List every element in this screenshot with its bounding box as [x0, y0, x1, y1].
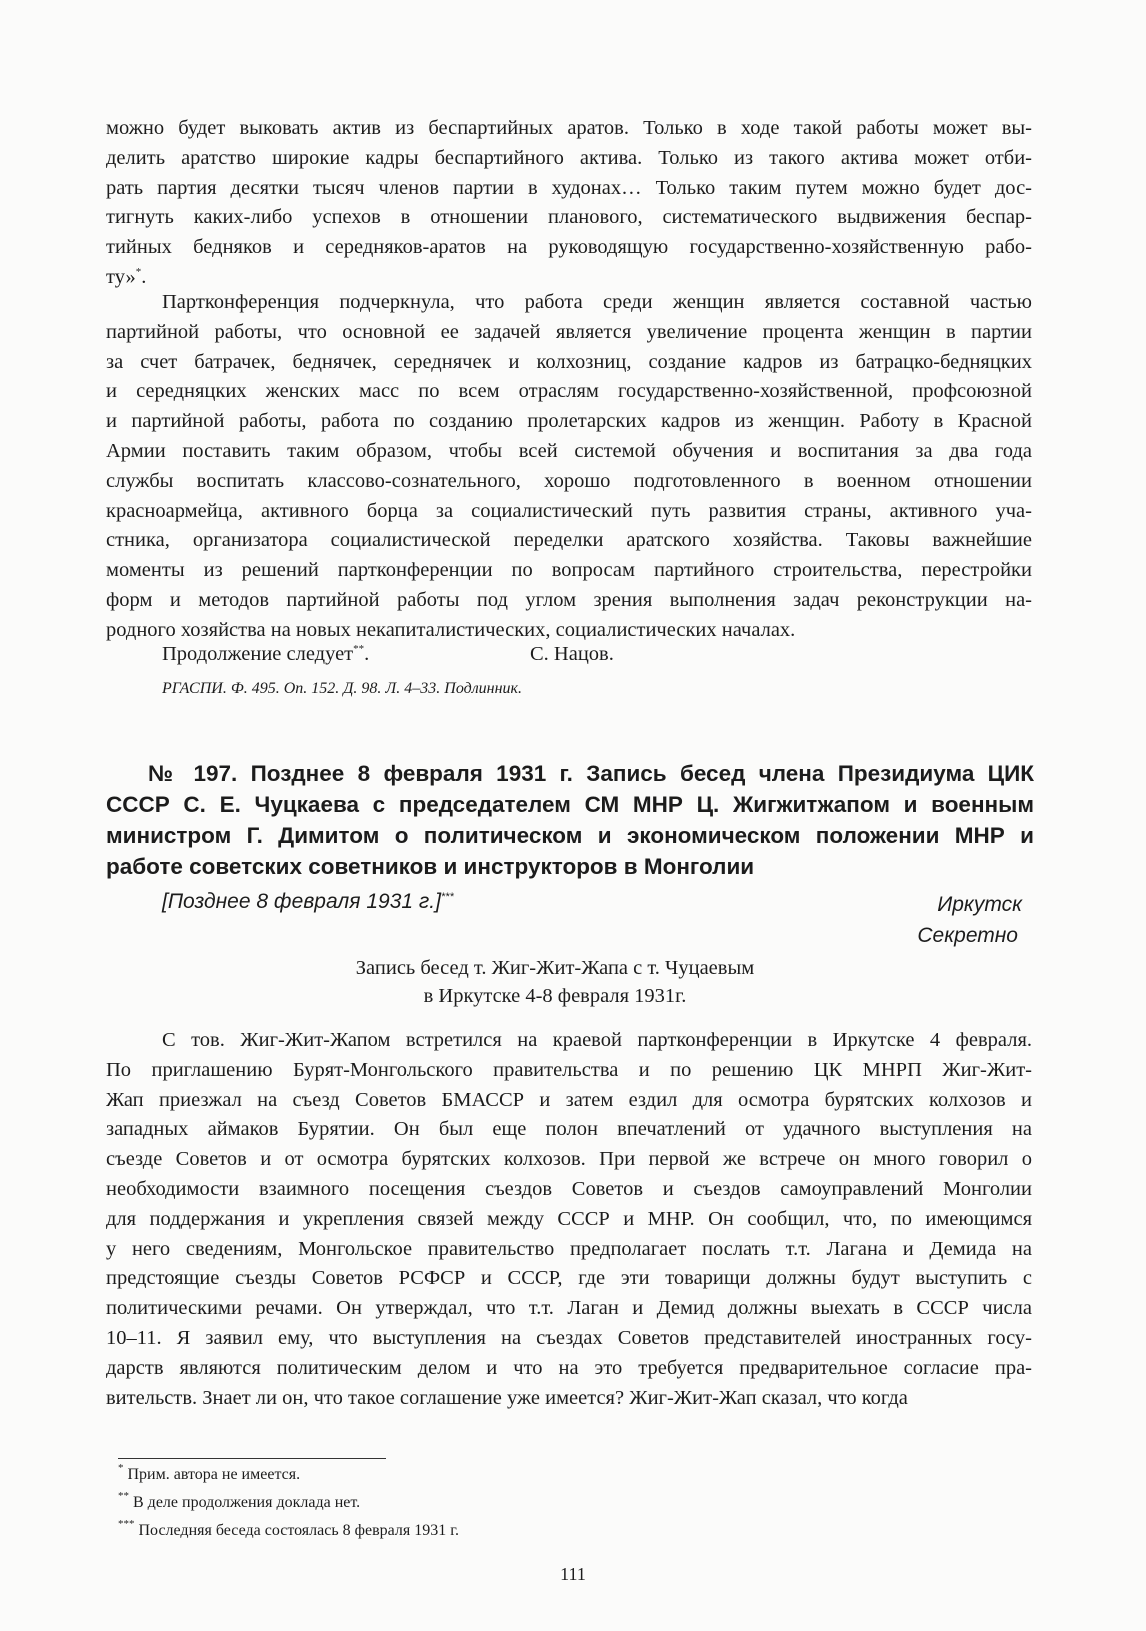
footnote-mark: * — [135, 265, 142, 278]
text-line: родного хозяйства на новых некапиталистических, социалистических началах. — [106, 618, 796, 641]
continuation-note: Продолжение следует — [162, 643, 354, 665]
text-line: форм и методов партийной работы под углом зрения выполнения задач реконструкции на- — [106, 588, 1032, 611]
text-line: № 197. Позднее 8 февраля 1931 г. Запись бесед члена Президиума ЦИК — [148, 761, 1034, 786]
footnote: *** Последняя беседа состоялась 8 февраля 1931 г. — [118, 1518, 459, 1539]
text-line: По приглашению Бурят-Монгольского правительства и по решению ЦК МНРП Жиг-Жит- — [106, 1058, 1032, 1081]
record-title: Запись бесед т. Жиг-Жит-Жапа с т. Чуцаевым в Иркутске 4-8 февраля 1931г. — [355, 957, 755, 1007]
text-line: рать партия десятки тысяч членов партии в худонах… Только таким путем можно будет дос- — [106, 176, 1032, 199]
text-line: дарств являются политическим делом и что на это требуется предварительное согласие пра- — [106, 1356, 1032, 1379]
text-line: работе советских советников и инструкторов в Монголии — [106, 854, 755, 879]
text-line: Партконференция подчеркнула, что работа среди женщин является составной частью — [162, 291, 1032, 313]
document-heading — [106, 758, 1034, 882]
text-line: ту»*. — [106, 265, 147, 288]
archive-source: РГАСПИ. Ф. 495. Оп. 152. Д. 98. Л. 4–33. Подлинник. — [162, 680, 523, 697]
text-line: тигнуть каких-либо успехов в отношении планового, систематического выдвижения беспар- — [106, 206, 1032, 229]
text-line: для поддержания и укрепления связей между СССР и МНР. Он сообщил, что, по имеющимся — [106, 1207, 1032, 1230]
document-date: [Позднее 8 февраля 1931 г.]*** — [162, 890, 454, 913]
text-line: Армии поставить таким образом, чтобы всей системой обучения и воспитания за два года — [106, 439, 1032, 462]
text-line: съезде Советов и от осмотра бурятских колхозов. При первой же встрече он много говорил о — [106, 1148, 1032, 1171]
text-line: 10–11. Я заявил ему, что выступления на съездах Советов представителей иностранных госу- — [106, 1326, 1032, 1349]
text-line: СССР С. Е. Чуцкаева с председателем СМ МНР Ц. Жигжитжапом и военным — [106, 792, 1034, 817]
text-line: С тов. Жиг-Жит-Жапом встретился на краевой партконференции в Иркутске 4 февраля. — [162, 1029, 1032, 1051]
text-line: за счет батрачек, беднячек, середнячек и колхозниц, создание кадров из батрацко-бедняцких — [106, 350, 1032, 373]
paragraph-record — [106, 1026, 1032, 1413]
text-line: тийных бедняков и середняков-аратов на руководящую государственно-хозяйственную рабо- — [106, 236, 1032, 259]
text-line: делить аратство широкие кадры беспартийного актива. Только из такого актива может отби- — [106, 146, 1032, 169]
footnote-divider — [118, 1458, 386, 1459]
page-number: 111 — [560, 1564, 586, 1584]
text-line: западных аймаков Бурятии. Он был еще полон впечатлений от удачного выступления на — [106, 1118, 1032, 1141]
text-line: Жап приезжал на съезд Советов БМАССР и затем ездил для осмотра бурятских колхозов и — [106, 1088, 1032, 1111]
text-line: необходимости взаимного посещения съездов Советов и съездов самоуправлений Монголии — [106, 1177, 1032, 1200]
paragraph-partconference — [106, 288, 1032, 646]
signature: С. Нацов. — [530, 643, 614, 665]
text-line: службы воспитать классово-сознательного, хорошо подготовленного в военном отношении — [106, 469, 1032, 492]
text-line: политическими речами. Он утверждал, что т.т. Лаган и Демид должны выехать в СССР числа — [106, 1297, 1032, 1320]
footnote: * Прим. автора не имеется. — [118, 1462, 301, 1483]
text-line: и середняцких женских масс по всем отраслям государственно-хозяйственной, профсоюзной — [106, 380, 1032, 403]
text-line: красноармейца, активного борца за социалистический путь развития страны, активного уча- — [106, 499, 1032, 522]
paragraph-continuation — [106, 114, 1032, 293]
text-line: министром Г. Димитом о политическом и экономическом положении МНР и — [106, 823, 1034, 848]
text-line: и партийной работы, работа по созданию пролетарских кадров из женщин. Работу в Красной — [106, 410, 1032, 433]
text-line: стника, организатора социалистической переделки аратского хозяйства. Таковы важнейшие — [106, 529, 1032, 552]
text-line: партийной работы, что основной ее задачей является увеличение процента женщин в партии — [106, 320, 1032, 343]
text-line: вительств. Знает ли он, что такое соглашение уже имеется? Жиг-Жит-Жап сказал, что когда — [106, 1386, 908, 1409]
text-line: предстоящие съезды Советов РСФСР и СССР, где эти товарищи должны будут выступить с — [106, 1267, 1032, 1290]
text-line: можно будет выковать актив из беспартийных аратов. Только в ходе такой работы может вы- — [106, 117, 1032, 139]
footnote: ** В деле продолжения доклада нет. — [118, 1490, 361, 1511]
classification-stamp: Секретно — [917, 924, 1018, 947]
text-line: у него сведениям, Монгольское правительство предполагает послать т.т. Лагана и Демида на — [106, 1237, 1032, 1260]
text-line: моменты из решений партконференции по вопросам партийного строительства, перестройки — [106, 559, 1032, 582]
place: Иркутск — [937, 893, 1022, 916]
